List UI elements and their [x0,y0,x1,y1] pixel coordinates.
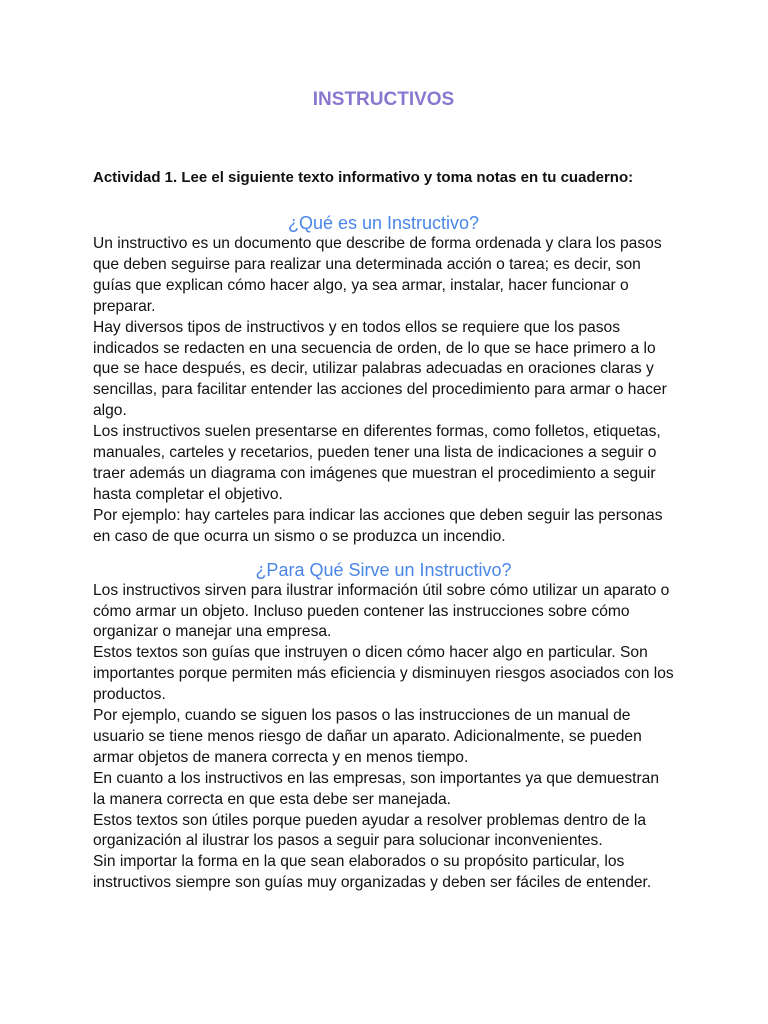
section-heading: ¿Para Qué Sirve un Instructivo? [255,559,512,580]
paragraph: Los instructivos sirven para ilustrar información útil sobre cómo utilizar un aparato o cómo armar un objeto. Incluso pueden contener las instrucciones sobre cómo organizar o manejar una empresa. [93,581,670,641]
activity-instruction: Actividad 1. Lee el siguiente texto informativo y toma notas en tu cuaderno: [93,169,634,186]
paragraph: Estos textos son guías que instruyen o dicen cómo hacer algo en particular. Son importantes porque permiten más eficiencia y disminuyen riesgos asociados con los productos. [93,644,674,704]
paragraph: Por ejemplo: hay carteles para indicar las acciones que deben seguir las personas en caso de que ocurra un sismo o se produzca un incendio. [93,506,663,545]
paragraph: Sin importar la forma en la que sean elaborados o su propósito particular, los instructivos siempre son guías muy organizadas y deben ser fáciles de entender. [93,853,652,892]
paragraph: Estos textos son útiles porque pueden ayudar a resolver problemas dentro de la organización al ilustrar los pasos a seguir para solucionar inconvenientes. [93,811,647,850]
paragraph: Un instructivo es un documento que describe de forma ordenada y clara los pasos que deben seguirse para realizar una determinada acción o tarea; es decir, son guías que explican cómo hacer algo, ya sea armar, instalar, hacer funcionar o preparar. [93,235,662,315]
document-title: INSTRUCTIVOS [312,89,455,110]
section-what-is [93,212,674,548]
paragraph: Hay diversos tipos de instructivos y en todos ellos se requiere que los pasos indicados se redacten en una secuencia de orden, de lo que se hace primero a lo que se hace después, es decir, utilizar palabras adecuadas en oraciones claras y sencillas, para facilitar entender las acciones del procedimiento para armar o hacer algo. [93,318,667,420]
section-purpose [93,559,674,895]
paragraph: Por ejemplo, cuando se siguen los pasos o las instrucciones de un manual de usuario se tiene menos riesgo de dañar un aparato. Adicionalmente, se pueden armar objetos de manera correcta y en menos tiempo. [93,707,642,766]
paragraph: Los instructivos suelen presentarse en diferentes formas, como folletos, etiquetas, manuales, carteles y recetarios, pueden tener una lista de indicaciones a seguir o traer además un diagrama con imágenes que muestran el procedimiento a seguir hasta completar el objetivo. [93,423,661,503]
section-heading: ¿Qué es un Instructivo? [287,213,480,233]
paragraph: En cuanto a los instructivos en las empresas, son importantes ya que demuestran la manera correcta en que esta debe ser manejada. [93,769,660,808]
